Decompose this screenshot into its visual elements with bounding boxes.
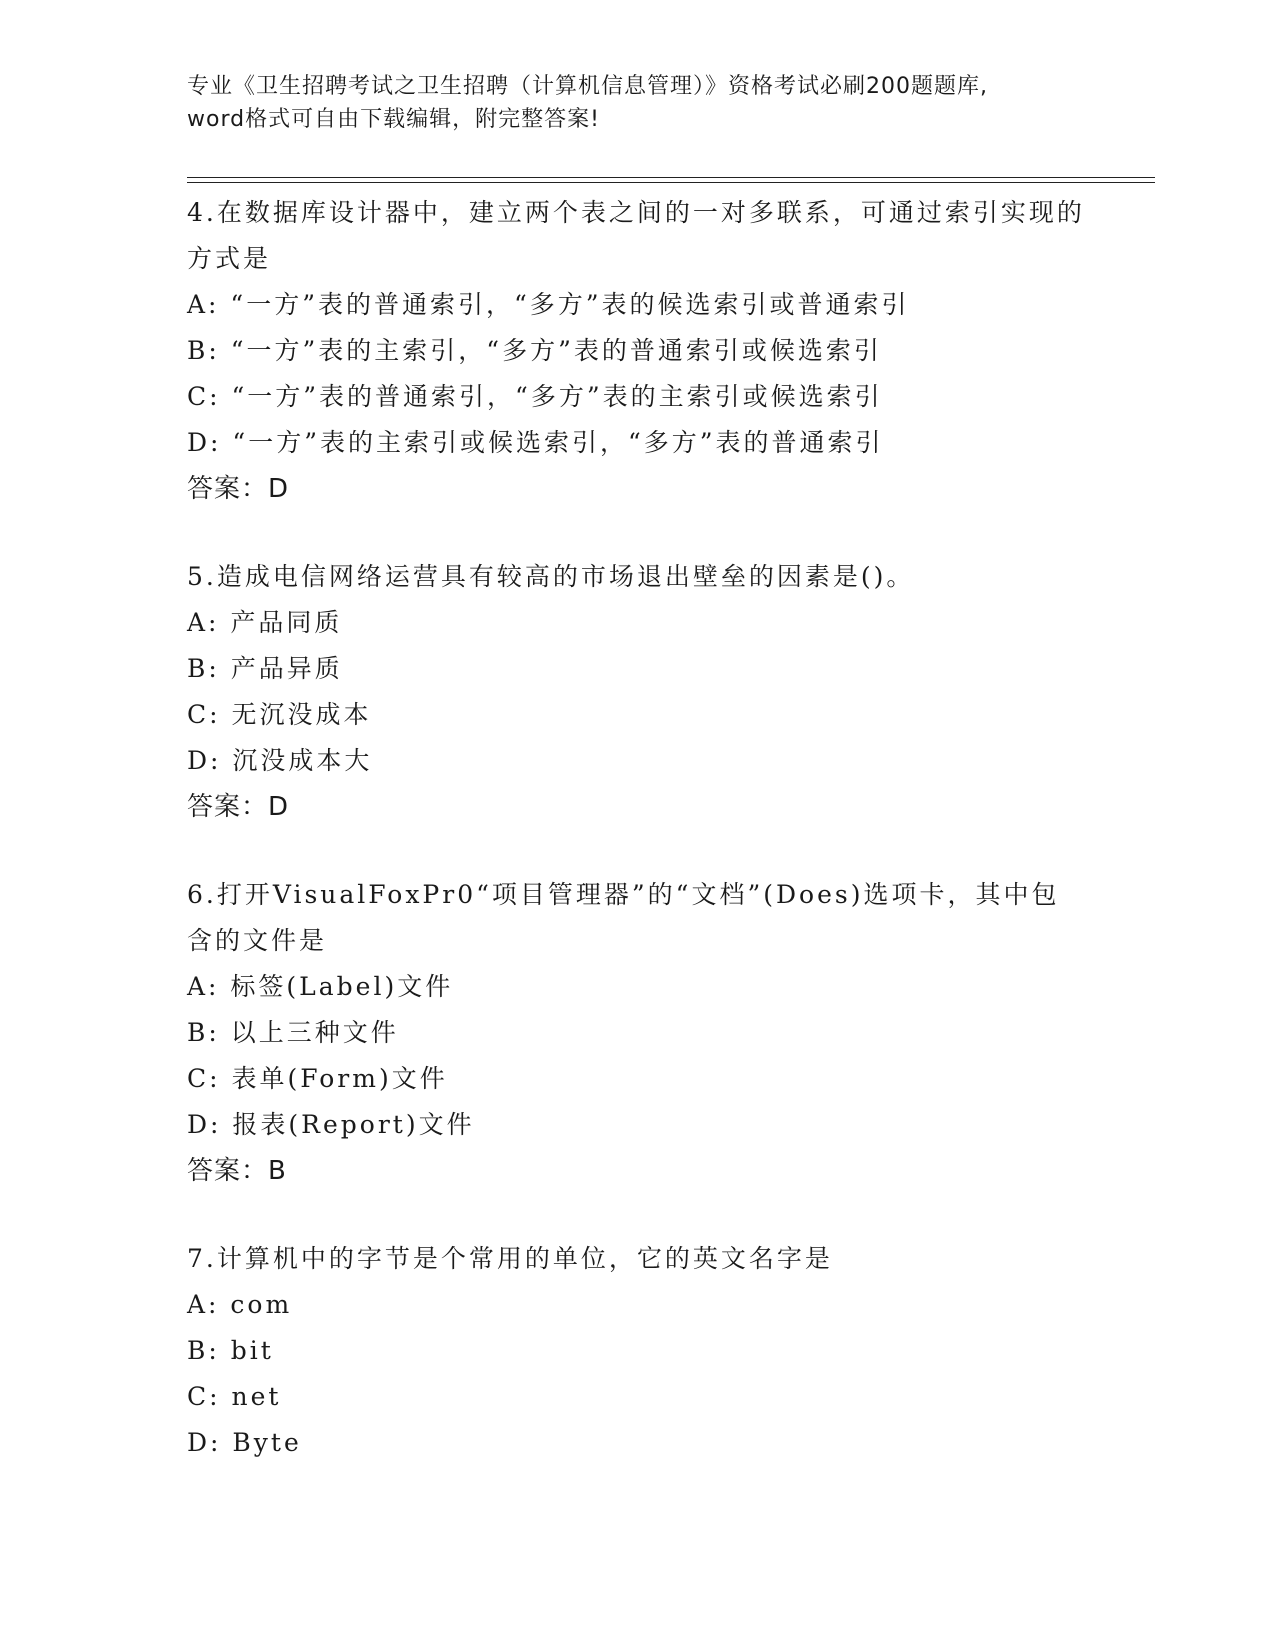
header-rule-bottom xyxy=(187,182,1155,183)
question-6 xyxy=(187,872,1087,1194)
option-c: C: “一方”表的普通索引，“多方”表的主索引或候选索引 xyxy=(187,382,883,411)
question-list xyxy=(187,190,1087,1508)
option-a: A: com xyxy=(187,1290,293,1319)
option-d: D: Byte xyxy=(187,1428,302,1457)
option-d: D: 报表(Report)文件 xyxy=(187,1110,475,1139)
option-a: A: 标签(Label)文件 xyxy=(187,972,454,1001)
header-rule-top xyxy=(187,177,1155,178)
header-subtitle-line: word格式可自由下载编辑，附完整答案! xyxy=(187,107,600,132)
header-title-line: 专业《卫生招聘考试之卫生招聘（计算机信息管理）》资格考试必刷200题题库, xyxy=(187,74,988,99)
answer-line: 答案：D xyxy=(187,474,290,504)
answer-line: 答案：B xyxy=(187,1156,287,1186)
option-a: A: 产品同质 xyxy=(187,608,343,637)
option-b: B: bit xyxy=(187,1336,274,1365)
option-b: B: “一方”表的主索引，“多方”表的普通索引或候选索引 xyxy=(187,336,882,365)
option-d: D: “一方”表的主索引或候选索引，“多方”表的普通索引 xyxy=(187,428,884,457)
question-stem: 7.计算机中的字节是个常用的单位，它的英文名字是 xyxy=(187,1244,833,1273)
question-4 xyxy=(187,190,1087,512)
question-5 xyxy=(187,554,1087,830)
document-header xyxy=(187,70,1087,136)
option-c: C: net xyxy=(187,1382,282,1411)
option-d: D: 沉没成本大 xyxy=(187,746,373,775)
option-b: B: 以上三种文件 xyxy=(187,1018,399,1047)
question-7 xyxy=(187,1236,1087,1466)
option-c: C: 无沉没成本 xyxy=(187,700,372,729)
option-b: B: 产品异质 xyxy=(187,654,343,683)
option-c: C: 表单(Form)文件 xyxy=(187,1064,448,1093)
option-a: A: “一方”表的普通索引，“多方”表的候选索引或普通索引 xyxy=(187,290,910,319)
question-stem: 6.打开VisualFoxPr0“项目管理器”的“文档”(Does)选项卡，其中包含的文件是 xyxy=(187,880,1060,955)
answer-line: 答案：D xyxy=(187,792,290,822)
question-stem: 4.在数据库设计器中，建立两个表之间的一对多联系，可通过索引实现的方式是 xyxy=(187,198,1085,273)
question-stem: 5.造成电信网络运营具有较高的市场退出壁垒的因素是()。 xyxy=(187,562,915,591)
